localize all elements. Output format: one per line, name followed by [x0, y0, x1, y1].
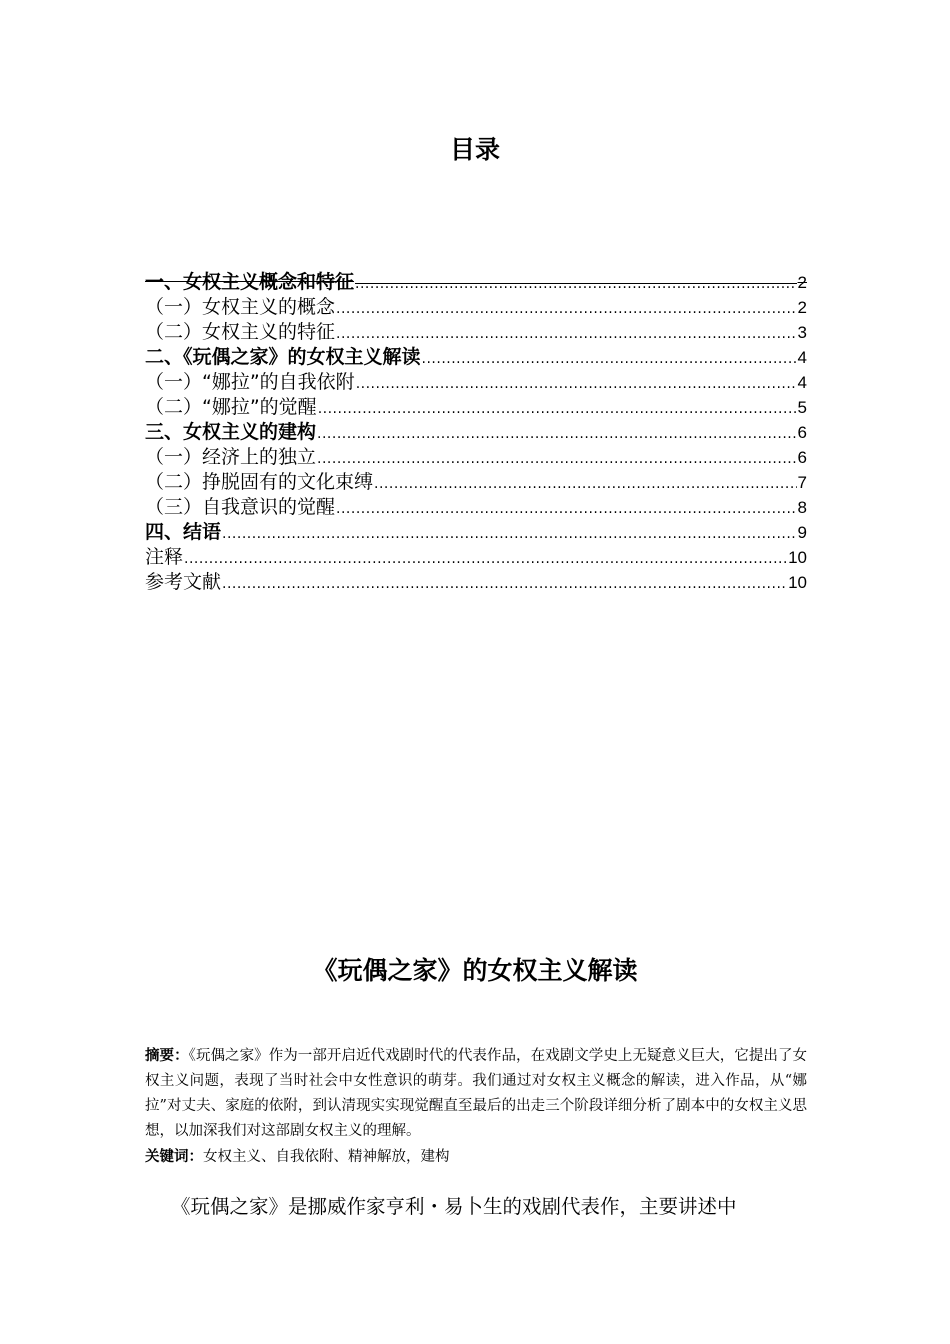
- toc-dot-leader: [336, 323, 797, 345]
- toc-entry[interactable]: [145, 420, 807, 445]
- toc-entry-page: 2: [797, 273, 807, 292]
- toc-entry[interactable]: [145, 345, 807, 370]
- toc-entry[interactable]: [145, 545, 807, 570]
- toc-entry-label: 一、女权主义概念和特征: [145, 271, 355, 293]
- toc-dot-leader: [355, 273, 797, 295]
- toc-entry-page: 10: [788, 548, 807, 567]
- toc-title: 目录: [449, 135, 500, 164]
- toc-dot-leader: [374, 473, 797, 495]
- toc-entry-page: 2: [797, 298, 807, 317]
- toc-entry[interactable]: [145, 395, 807, 420]
- toc-entry-page: 5: [797, 398, 807, 417]
- toc-entry-label: （一）经济上的独立: [145, 446, 317, 468]
- toc-entry-label: 参考文献: [145, 571, 222, 593]
- toc-entry-page: 4: [797, 348, 807, 367]
- toc-dot-leader: [222, 573, 787, 595]
- toc-entry-page: 7: [797, 473, 807, 492]
- toc-entry-page: 8: [797, 498, 807, 517]
- toc-entry-label: 四、结语: [145, 521, 222, 543]
- article-title: 《玩偶之家》的女权主义解读: [312, 956, 638, 985]
- toc-entry-label: （二）“娜拉”的觉醒: [145, 396, 317, 418]
- toc-entry-page: 10: [788, 573, 807, 592]
- toc-dot-leader: [317, 423, 797, 445]
- abstract: [145, 1044, 807, 1144]
- toc-entry-page: 6: [797, 448, 807, 467]
- toc-entry[interactable]: [145, 445, 807, 470]
- toc-entry[interactable]: [145, 470, 807, 495]
- toc-entry[interactable]: [145, 295, 807, 320]
- toc-dot-leader: [222, 523, 797, 545]
- toc-entry[interactable]: [145, 320, 807, 345]
- toc-entry[interactable]: [145, 495, 807, 520]
- toc-dot-leader: [336, 498, 797, 520]
- abstract-text: 《玩偶之家》作为一部开启近代戏剧时代的代表作品，在戏剧文学史上无疑意义巨大，它提出了女权主义问题，表现了当时社会中女性意识的萌芽。我们通过对女权主义概念的解读，进入作品，从“娜拉”对丈夫、家庭的依附，到认清现实实现觉醒直至最后的出走三个阶段详细分析了剧本中的女权主义思想，以加深我们对这部剧女权主义的理解。: [145, 1048, 808, 1139]
- toc-entry[interactable]: [145, 520, 807, 545]
- keywords-text: 女权主义、自我依附、精神解放，建构: [203, 1149, 450, 1165]
- toc-entry[interactable]: [145, 570, 807, 595]
- toc-entry-label: （三）自我意识的觉醒: [145, 496, 336, 518]
- toc-entry-label: 三、女权主义的建构: [145, 421, 317, 443]
- toc-dot-leader: [184, 548, 787, 570]
- toc-entry-label: （二）女权主义的特征: [145, 321, 336, 343]
- toc-entry-page: 6: [797, 423, 807, 442]
- toc-dot-leader: [336, 298, 797, 320]
- keywords-label: 关键词：: [145, 1149, 203, 1165]
- toc-entry-label: 注释: [145, 546, 184, 568]
- toc-entry-label: （一）女权主义的概念: [145, 296, 336, 318]
- toc-entry-page: 9: [797, 523, 807, 542]
- toc-entry[interactable]: [145, 370, 807, 395]
- toc-entry-page: 4: [797, 373, 807, 392]
- toc-entry-label: （一）“娜拉”的自我依附: [145, 371, 355, 393]
- toc-dot-leader: [356, 373, 797, 395]
- keywords: [145, 1145, 807, 1170]
- toc-entry-label: 二、《玩偶之家》的女权主义解读: [145, 346, 421, 368]
- toc-entry[interactable]: [145, 270, 807, 295]
- table-of-contents: [145, 270, 807, 595]
- abstract-label: 摘要：: [145, 1048, 189, 1064]
- body-paragraph: 《玩偶之家》是挪威作家亨利・易卜生的戏剧代表作，主要讲述中: [171, 1195, 737, 1218]
- toc-dot-leader: [422, 348, 797, 370]
- toc-entry-label: （二）挣脱固有的文化束缚: [145, 471, 374, 493]
- toc-dot-leader: [317, 448, 797, 470]
- toc-dot-leader: [318, 398, 797, 420]
- toc-entry-page: 3: [797, 323, 807, 342]
